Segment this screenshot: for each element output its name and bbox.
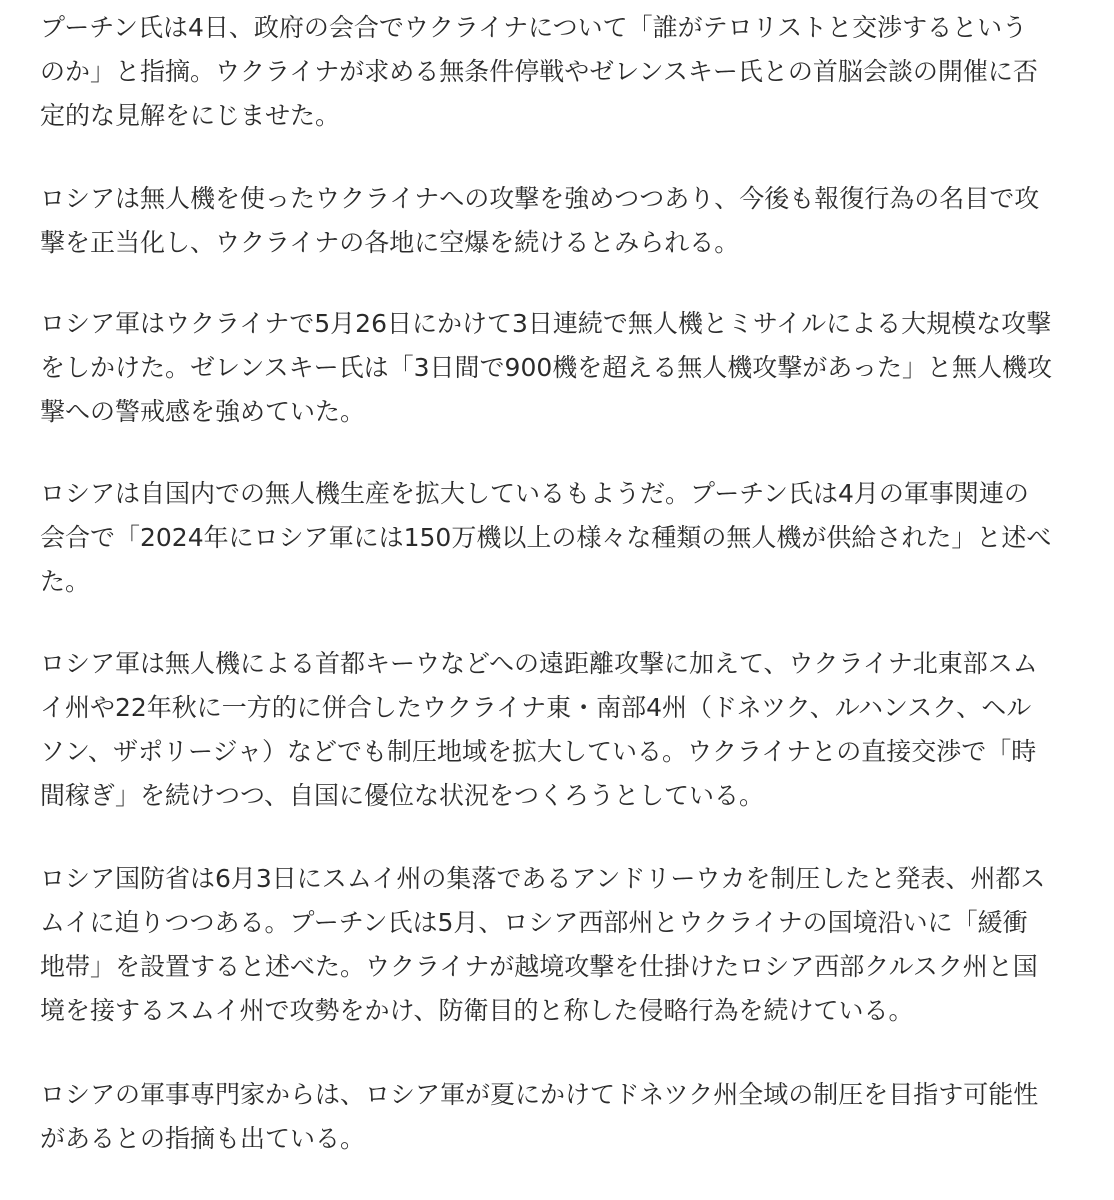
paragraph-line: 境を接するスムイ州で攻勢をかけ、防衛目的と称した侵略行為を続けている。: [40, 996, 914, 1025]
paragraph-6: [40, 857, 1080, 1033]
paragraph-line: イ州や22年秋に一方的に併合したウクライナ東・南部4州（ドネツク、ルハンスク、ヘル: [40, 693, 1032, 722]
paragraph-7: [40, 1073, 1080, 1161]
paragraph-line: ムイに迫りつつある。プーチン氏は5月、ロシア西部州とウクライナの国境沿いに「緩衝: [40, 908, 1028, 937]
paragraph-line: のか」と指摘。ウクライナが求める無条件停戦やゼレンスキー氏との首脳会談の開催に否: [40, 57, 1038, 86]
paragraph-line: ロシアの軍事専門家からは、ロシア軍が夏にかけてドネツク州全域の制圧を目指す可能性: [40, 1080, 1039, 1109]
paragraph-2: [40, 177, 1080, 265]
paragraph-line: 撃への警戒感を強めていた。: [40, 397, 366, 426]
paragraph-line: ロシアは無人機を使ったウクライナへの攻撃を強めつつあり、今後も報復行為の名目で攻: [40, 184, 1040, 213]
paragraph-line: をしかけた。ゼレンスキー氏は「3日間で900機を超える無人機攻撃があった」と無人機攻: [40, 353, 1053, 382]
paragraph-5: [40, 642, 1080, 818]
paragraph-line: ロシア軍は無人機による首都キーウなどへの遠距離攻撃に加えて、ウクライナ北東部スム: [40, 649, 1038, 678]
paragraph-line: 間稼ぎ」を続けつつ、自国に優位な状況をつくろうとしている。: [40, 781, 765, 810]
paragraph-line: 撃を正当化し、ウクライナの各地に空爆を続けるとみられる。: [40, 228, 740, 257]
paragraph-line: 定的な見解をにじませた。: [40, 101, 341, 130]
paragraph-1: [40, 6, 1080, 138]
paragraph-line: があるとの指摘も出ている。: [40, 1124, 366, 1153]
paragraph-line: ソン、ザポリージャ）などでも制圧地域を拡大している。ウクライナとの直接交渉で「時: [40, 737, 1037, 766]
paragraph-3: [40, 302, 1080, 434]
paragraph-line: ロシア国防省は6月3日にスムイ州の集落であるアンドリーウカを制圧したと発表、州都ス: [40, 864, 1046, 893]
paragraph-line: プーチン氏は4日、政府の会合でウクライナについて「誰がテロリストと交渉するという: [40, 13, 1028, 42]
paragraph-line: 地帯」を設置すると述べた。ウクライナが越境攻撃を仕掛けたロシア西部クルスク州と国: [40, 952, 1038, 981]
paragraph-4: [40, 472, 1080, 604]
paragraph-line: ロシア軍はウクライナで5月26日にかけて3日連続で無人機とミサイルによる大規模な攻撃: [40, 309, 1052, 338]
paragraph-line: 会合で「2024年にロシア軍には150万機以上の様々な種類の無人機が供給された」と述べ: [40, 523, 1052, 552]
paragraph-line: た。: [40, 567, 91, 596]
paragraph-line: ロシアは自国内での無人機生産を拡大しているもようだ。プーチン氏は4月の軍事関連の: [40, 479, 1029, 508]
